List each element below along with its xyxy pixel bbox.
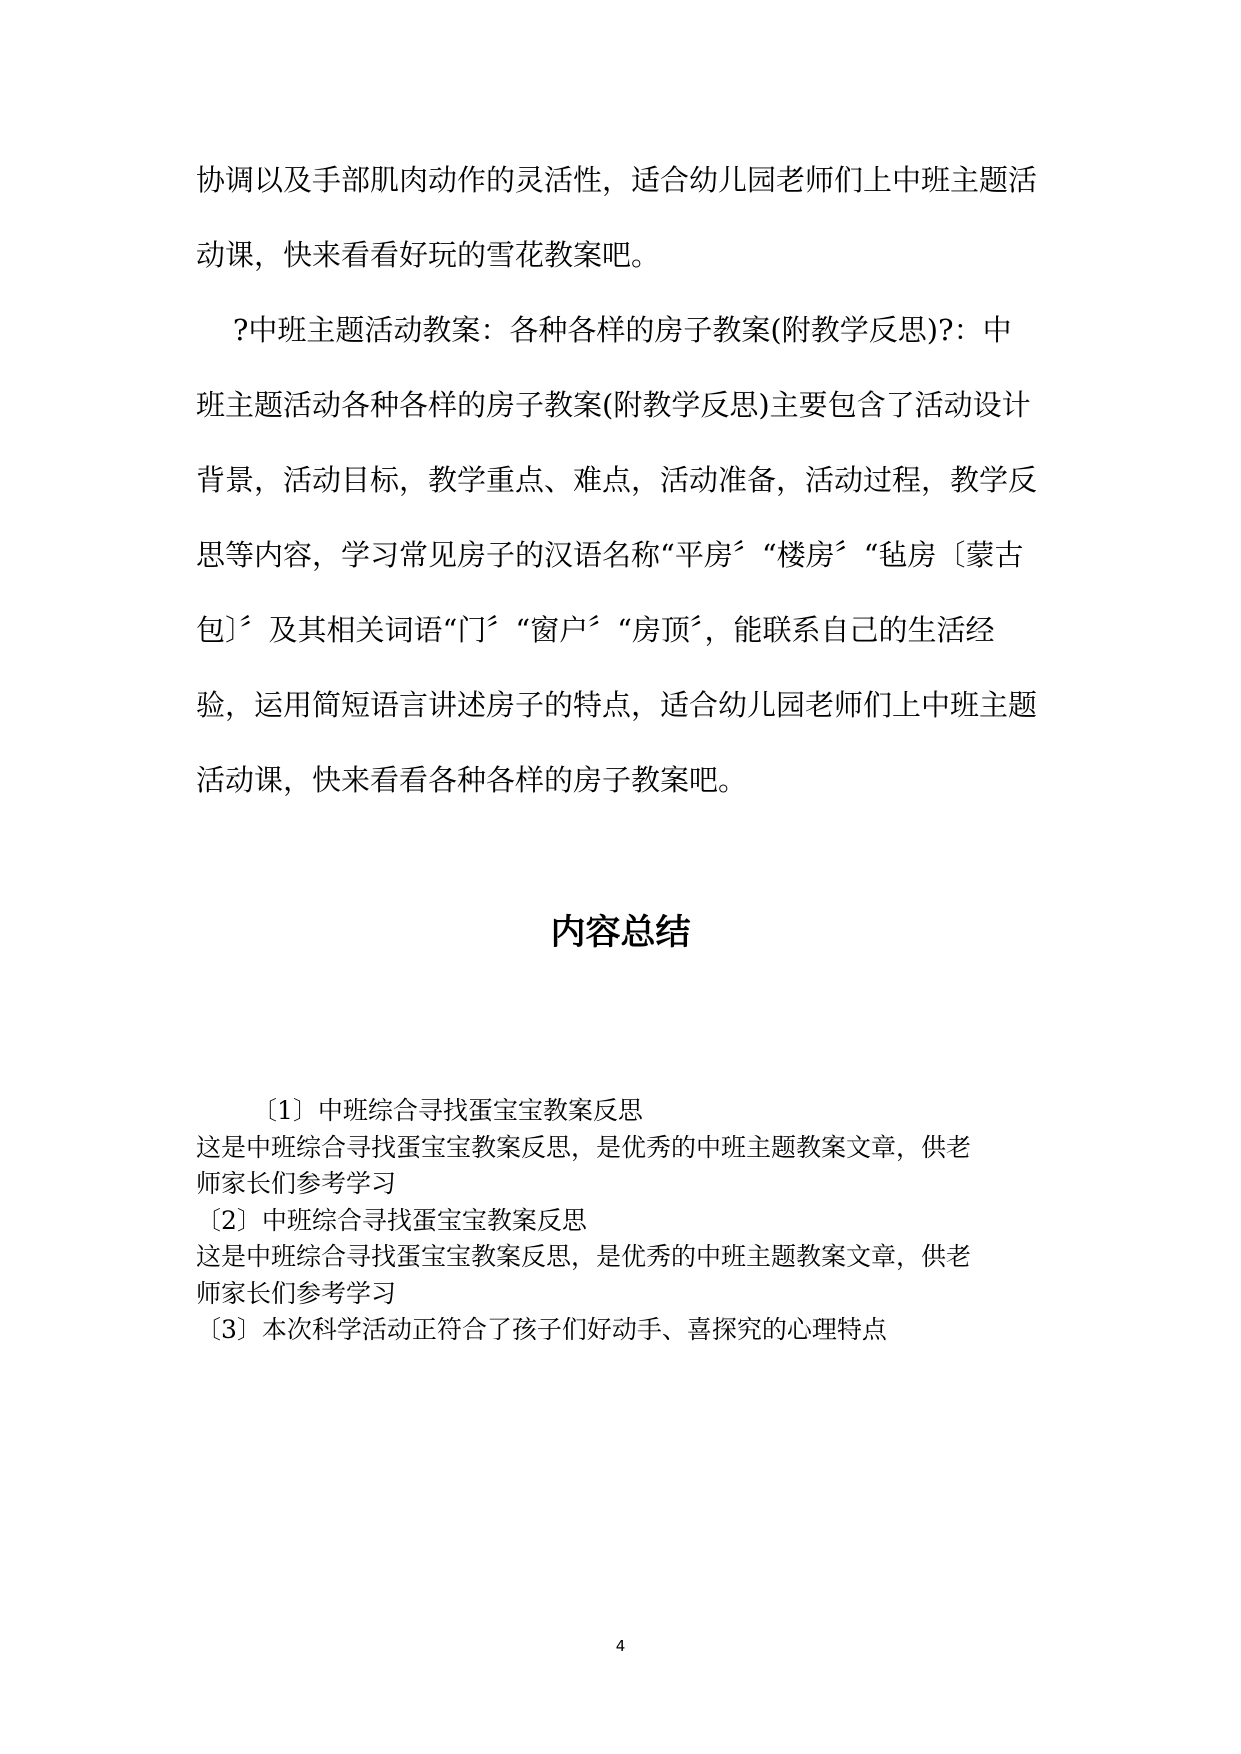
summary-item-title: 〔1〕中班综合寻找蛋宝宝教案反思 (252, 1096, 643, 1125)
body-line: 协调以及手部肌肉动作的灵活性，适合幼儿园老师们上中班主题活 (196, 163, 1038, 197)
summary-item-text: 这是中班综合寻找蛋宝宝教案反思，是优秀的中班主题教案文章，供老 (196, 1242, 972, 1271)
summary-item-text: 这是中班综合寻找蛋宝宝教案反思，是优秀的中班主题教案文章，供老 (196, 1132, 972, 1162)
body-line: ?中班主题活动教案：各种各样的房子教案(附教学反思)?：中 (196, 313, 1012, 347)
body-line: 班主题活动各种各样的房子教案(附教学反思)主要包含了活动设计 (196, 388, 1031, 422)
body-line: 活动课，快来看看各种各样的房子教案吧。 (196, 763, 748, 797)
body-line: 包〕〞及其相关词语“门〞“窗户〞“房顶〞，能联系自己的生活经 (196, 613, 995, 647)
body-line: 思等内容，学习常见房子的汉语名称“平房〞“楼房〞“毡房〔蒙古 (196, 538, 1024, 572)
summary-item-text: 师家长们参考学习 (196, 1278, 397, 1308)
summary-item-text: 师家长们参考学习 (196, 1169, 397, 1198)
summary-list (196, 1093, 1056, 1349)
page-number: 4 (615, 1637, 626, 1655)
body-text (196, 152, 1056, 827)
body-line: 验，运用简短语言讲述房子的特点，适合幼儿园老师们上中班主题 (196, 688, 1038, 722)
summary-item-title: 〔3〕本次科学活动正符合了孩子们好动手、喜探究的心理特点 (196, 1315, 887, 1344)
body-line: 动课，快来看看好玩的雪花教案吧。 (196, 238, 661, 272)
body-line: 背景，活动目标，教学重点、难点，活动准备，活动过程，教学反 (196, 463, 1038, 497)
summary-heading: 内容总结 (550, 913, 691, 953)
summary-item-title: 〔2〕中班综合寻找蛋宝宝教案反思 (196, 1205, 587, 1235)
